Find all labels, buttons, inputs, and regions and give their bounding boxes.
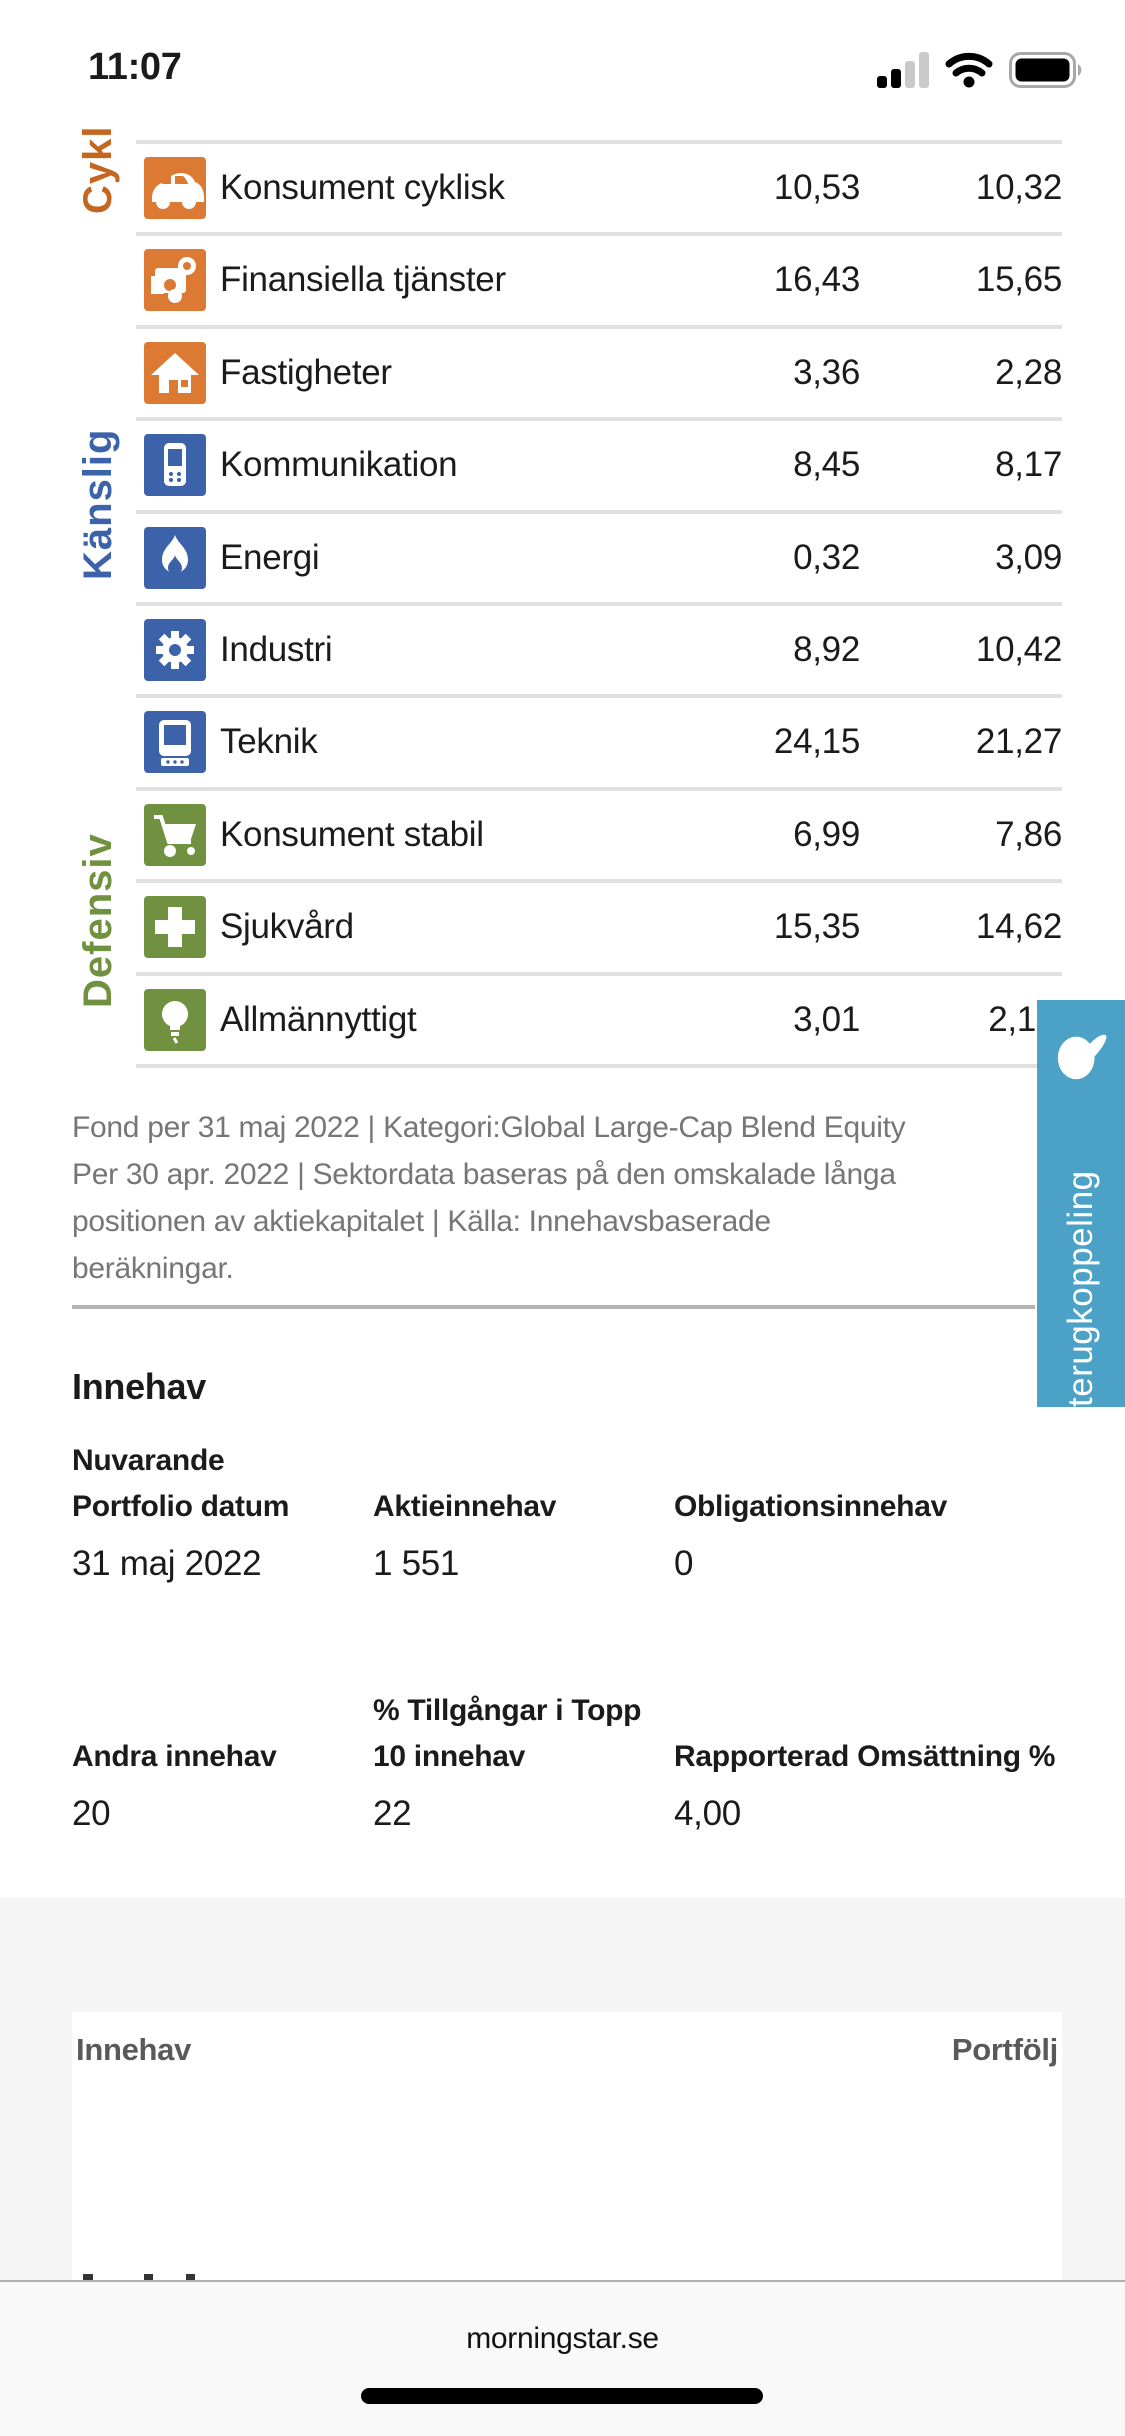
battery-icon <box>1009 52 1087 88</box>
sector-name: Konsument stabil <box>220 814 484 854</box>
sector-category-value: 21,27 <box>975 722 1062 762</box>
speech-bubble-icon <box>1052 1024 1110 1088</box>
sector-category-value: 8,17 <box>995 445 1062 485</box>
flame-icon <box>144 527 206 589</box>
sector-fund-value: 3,36 <box>793 352 860 392</box>
device-icon <box>144 711 206 773</box>
sector-category-value: 15,65 <box>975 260 1062 300</box>
sector-name: Kommunikation <box>220 445 458 485</box>
holdings-title: Innehav <box>72 1365 206 1407</box>
sector-category-value: 3,09 <box>995 537 1062 577</box>
sector-category-value: 14,62 <box>975 907 1062 947</box>
status-bar <box>0 0 1125 100</box>
stat-cell <box>373 1662 643 1834</box>
browser-bottom-bar <box>0 2280 1125 2436</box>
sector-table <box>136 140 1062 1064</box>
cart-icon <box>144 804 206 866</box>
wifi-icon <box>945 52 993 88</box>
cellular-signal-icon <box>877 52 929 88</box>
sector-category-value: 2,1 <box>988 999 1036 1039</box>
house-icon <box>144 342 206 404</box>
sector-fund-value: 24,15 <box>773 722 860 762</box>
feedback-tab-label: terugkoppeling <box>1061 1170 1100 1407</box>
sector-name: Fastigheter <box>220 352 392 392</box>
medical-cross-icon <box>144 896 206 958</box>
sector-category-value: 10,32 <box>975 168 1062 207</box>
stat-cell <box>674 1662 1074 1834</box>
holdings-table-header-portfolj: Portfölj <box>951 2032 1058 2067</box>
sector-name: Allmännyttigt <box>220 999 417 1039</box>
sector-group-label: Defensiv <box>76 833 120 1008</box>
table-bottom-line <box>136 1064 1062 1068</box>
sector-row <box>136 140 1062 232</box>
car-icon <box>144 157 206 219</box>
home-indicator[interactable] <box>361 2388 763 2404</box>
sector-row <box>136 879 1062 971</box>
sector-fund-value: 15,35 <box>773 907 860 947</box>
address-bar[interactable]: morningstar.se <box>466 2322 659 2355</box>
financial-services-icon <box>144 249 206 311</box>
sector-fund-value: 6,99 <box>793 814 860 854</box>
footnote-line: Per 30 apr. 2022 | Sektordata baseras på den omskalade långa <box>72 1158 896 1191</box>
stat-cell <box>674 1412 1074 1584</box>
phone-icon <box>144 434 206 496</box>
sector-fund-value: 8,45 <box>793 445 860 485</box>
sector-row <box>136 694 1062 786</box>
stat-value: 1 551 <box>373 1544 460 1583</box>
stat-cell <box>72 1412 342 1584</box>
sector-footnote <box>72 1104 1047 1292</box>
sector-row <box>136 602 1062 694</box>
holdings-table-card <box>72 2012 1062 2280</box>
sector-name: Finansiella tjänster <box>220 260 506 300</box>
stat-label: Aktieinnehav <box>373 1490 557 1523</box>
sector-category-value: 10,42 <box>975 630 1062 669</box>
sector-fund-value: 8,92 <box>793 630 860 669</box>
stat-label: Andra innehav <box>72 1740 277 1773</box>
stat-label: Rapporterad Omsättning % <box>674 1740 1056 1773</box>
feedback-tab[interactable] <box>1037 1000 1125 1407</box>
stat-cell <box>373 1412 643 1584</box>
stat-value: 0 <box>674 1544 694 1583</box>
status-icons <box>877 52 1087 88</box>
stat-value: 31 maj 2022 <box>72 1544 262 1583</box>
section-divider <box>72 1305 1035 1309</box>
sector-row <box>136 325 1062 417</box>
sector-fund-value: 3,01 <box>793 999 860 1039</box>
sector-group-label: Känslig <box>76 428 120 580</box>
stat-label: % Tillgångar i Topp 10 innehav <box>373 1694 642 1773</box>
footnote-line: Fond per 31 maj 2022 | Kategori:Global Large-Cap Blend Equity <box>72 1111 906 1144</box>
holdings-table-header-innehav: Innehav <box>76 2032 192 2067</box>
sector-row <box>136 787 1062 879</box>
sector-name: Sjukvård <box>220 907 354 947</box>
sector-group-label: Cykl <box>76 125 120 214</box>
sector-name: Konsument cyklisk <box>220 168 505 207</box>
sector-fund-value: 16,43 <box>773 260 860 300</box>
sector-fund-value: 0,32 <box>793 537 860 577</box>
sector-name: Energi <box>220 537 320 577</box>
sector-name: Teknik <box>220 722 318 762</box>
sector-name: Industri <box>220 630 333 669</box>
sector-row <box>136 232 1062 324</box>
sector-row <box>136 972 1062 1064</box>
stat-cell <box>72 1662 342 1834</box>
footnote-line: beräkningar. <box>72 1252 234 1285</box>
stat-label: Obligationsinnehav <box>674 1490 947 1523</box>
footnote-line: positionen av aktiekapitalet | Källa: Innehavsbaserade <box>72 1205 771 1238</box>
sector-category-value: 7,86 <box>995 814 1062 854</box>
stat-value: 20 <box>72 1794 111 1833</box>
sector-category-value: 2,28 <box>995 352 1062 392</box>
lightbulb-icon <box>144 989 206 1051</box>
gear-icon <box>144 619 206 681</box>
stat-value: 22 <box>373 1794 412 1833</box>
status-time: 11:07 <box>88 46 182 88</box>
sector-row <box>136 510 1062 602</box>
sector-row <box>136 417 1062 509</box>
stat-value: 4,00 <box>674 1794 741 1833</box>
sector-fund-value: 10,53 <box>773 168 860 207</box>
stat-label: Nuvarande Portfolio datum <box>72 1444 290 1523</box>
